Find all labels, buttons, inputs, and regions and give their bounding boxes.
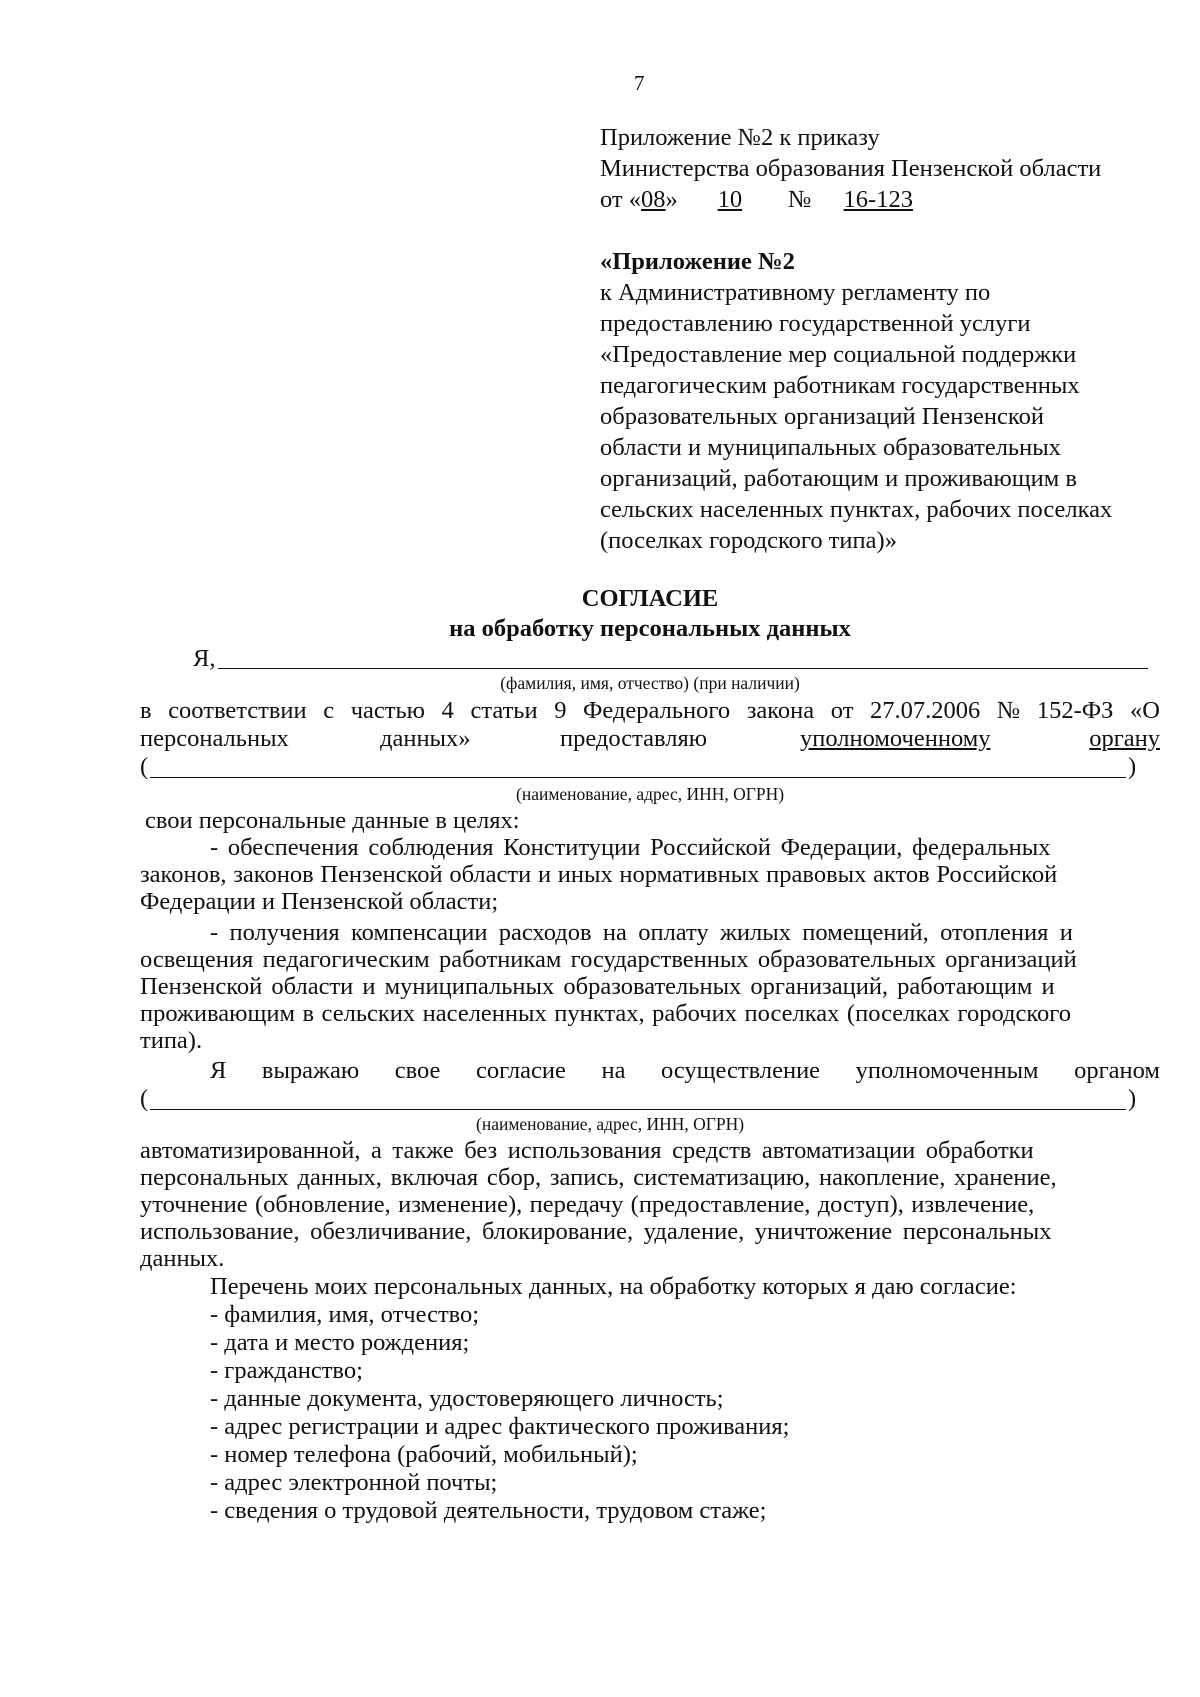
list-item: - фамилия, имя, отчество; (210, 1301, 480, 1328)
list-item: - номер телефона (рабочий, мобильный); (210, 1441, 638, 1468)
list-item: - сведения о трудовой деятельности, трудовом стаже; (210, 1497, 767, 1524)
document-title: СОГЛАСИЕ (581, 585, 719, 612)
org2-open-paren: ( (140, 1085, 149, 1112)
appendix-line: к Административному регламенту по (600, 279, 991, 306)
law-word: Федерального (583, 697, 731, 724)
consent-word: на (601, 1057, 626, 1084)
consent-word: уполномоченным (855, 1057, 1039, 1084)
law-line-2-w4: уполномоченному (800, 725, 991, 752)
document-subtitle: на обработку персональных данных (449, 615, 851, 642)
law-word: статьи (470, 697, 538, 724)
appendix-line: организаций, работающим и проживающим в (600, 465, 1077, 492)
header-order-line (600, 185, 986, 215)
processing-line: автоматизированной, а также без использования средств автоматизации обработки (140, 1137, 1034, 1164)
law-word: 152-ФЗ (1036, 697, 1114, 724)
org2-close-paren: ) (1128, 1085, 1137, 1112)
law-line-1 (140, 696, 1160, 726)
law-word: 9 (554, 697, 567, 724)
consent-line (210, 1056, 1160, 1086)
purpose-1-line: - обеспечения соблюдения Конституции Российской Федерации, федеральных (210, 834, 1051, 861)
law-word: № (996, 697, 1021, 724)
appendix-line: сельских населенных пунктах, рабочих поселках (600, 496, 1113, 523)
consent-word: согласие (476, 1057, 566, 1084)
org2-caption: (наименование, адрес, ИНН, ОГРН) (476, 1114, 745, 1134)
org-caption: (наименование, адрес, ИНН, ОГРН) (516, 784, 785, 804)
purpose-1-line: законов, законов Пензенской области и иных нормативных правовых актов Российской (140, 861, 1058, 888)
purpose-2-line: типа). (140, 1027, 203, 1054)
consent-word: выражаю (261, 1057, 360, 1084)
law-word: от (830, 697, 854, 724)
law-word: в (140, 697, 152, 724)
fio-caption: (фамилия, имя, отчество) (при наличии) (500, 673, 800, 693)
appendix-line: «Предоставление мер социальной поддержки (600, 341, 1077, 368)
page-number: 7 (634, 71, 645, 95)
org2-fill-line (150, 1109, 1126, 1110)
header-line-2: Министерства образования Пензенской области (600, 155, 1102, 182)
header-line-1: Приложение №2 к приказу (600, 124, 880, 151)
appendix-line: области и муниципальных образовательных (600, 434, 1061, 461)
law-line-2-w2: данных» (380, 725, 471, 752)
purpose-2-line: освещения педагогическим работникам государственных образовательных организаций (140, 946, 1077, 973)
order-number: 16-123 (843, 186, 913, 213)
law-word: соответствии (168, 697, 307, 724)
consent-word: свое (394, 1057, 441, 1084)
appendix-line: (поселках городского типа)» (600, 527, 897, 554)
appendix-line: образовательных организаций Пензенской (600, 403, 1044, 430)
law-word: частью (350, 697, 425, 724)
appendix-line: педагогическим работникам государственных (600, 372, 1080, 399)
purpose-2-line: - получения компенсации расходов на оплату жилых помещений, отопления и (210, 919, 1073, 946)
law-word: с (323, 697, 335, 724)
purpose-1-line: Федерации и Пензенской области; (140, 888, 499, 915)
purposes-intro: свои персональные данные в целях: (145, 807, 520, 834)
appendix-title: «Приложение №2 (600, 248, 795, 275)
fio-fill-line (218, 668, 1148, 669)
law-word: закона (746, 697, 815, 724)
law-line-2-w5: органу (1089, 725, 1160, 752)
list-item: - дата и место рождения; (210, 1329, 470, 1356)
law-word: 4 (441, 697, 454, 724)
consent-word: осуществление (661, 1057, 821, 1084)
order-ot: от « (600, 186, 642, 213)
consent-word: Я (210, 1057, 227, 1084)
order-day: 08 (641, 186, 666, 213)
processing-line: использование, обезличивание, блокирование, удаление, уничтожение персональных (140, 1218, 1052, 1245)
consent-word: органом (1074, 1057, 1160, 1084)
list-item: - гражданство; (210, 1357, 363, 1384)
list-item: - данные документа, удостоверяющего личность; (210, 1385, 724, 1412)
processing-line: данных. (140, 1245, 225, 1272)
processing-line: персональных данных, включая сбор, запись, систематизацию, накопление, хранение, (140, 1164, 1057, 1191)
law-word: 27.07.2006 (870, 697, 981, 724)
law-word: «О (1130, 697, 1160, 724)
org-close-paren: ) (1128, 753, 1137, 780)
ya-label: Я, (193, 645, 216, 672)
order-no-sign: № (788, 186, 812, 213)
list-item: - адрес регистрации и адрес фактического проживания; (210, 1413, 790, 1440)
law-line-2-w3: предоставляю (560, 725, 708, 752)
order-close-quote: » (665, 186, 678, 213)
order-month: 10 (717, 186, 743, 213)
law-line-2-w1: персональных (140, 725, 289, 752)
org-open-paren: ( (140, 753, 149, 780)
appendix-line: предоставлению государственной услуги (600, 310, 1031, 337)
org-fill-line (150, 777, 1126, 778)
list-intro: Перечень моих персональных данных, на обработку которых я даю согласие: (210, 1273, 1017, 1300)
purpose-2-line: проживающим в сельских населенных пунктах, рабочих поселках (поселках городского (140, 1000, 1071, 1027)
processing-line: уточнение (обновление, изменение), передачу (предоставление, доступ), извлечение, (140, 1191, 1035, 1218)
authorized-organ-underlined (800, 724, 1160, 754)
purpose-2-line: Пензенской области и муниципальных образовательных организаций, работающим и (140, 973, 1055, 1000)
list-item: - адрес электронной почты; (210, 1469, 498, 1496)
